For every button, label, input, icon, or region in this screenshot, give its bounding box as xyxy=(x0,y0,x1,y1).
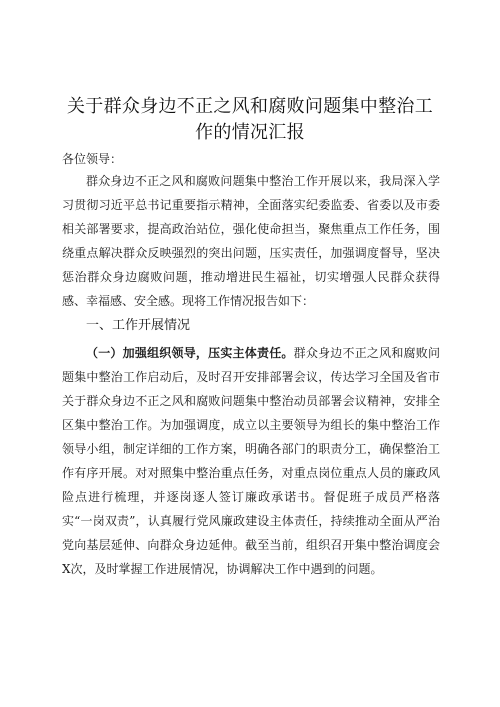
title-line-1: 关于群众身边不正之风和腐败问题集中整治工 xyxy=(67,96,433,117)
greeting: 各位领导： xyxy=(62,152,123,166)
section-heading-1: 一、工作开展情况 xyxy=(86,318,191,333)
paragraph-1-body: 群众身边不正之风和腐败问题集中整治工作启动后，及时召开安排部署会议，传达学习全国及省市关于群众身边不正之风和腐败问题集中整治动员部署会议精神，安排全区集中整治工作。为加强调度，成立以主要领导为组长的集中整治工作领导小组，制定详细的工作方案，明确各部门的职责分工，确保整治工作有序开展。对对照集中整治重点任务，对重点岗位重点人员的廉政风险点进行梳理，并逐岗逐人签订廉政承诺书。督促班子成员严格落实“一岗双责”，认真履行党风廉政建设主体责任，持续推动全面从严治党向基层延伸、向群众身边延伸。截至当前，组织召开集中整治调度会X次，及时掌握工作进展情况，协调解决工作中遇到的问题。 xyxy=(62,346,440,576)
paragraph-1 xyxy=(62,341,440,581)
document-title xyxy=(60,94,440,146)
title-line-2: 作的情况汇报 xyxy=(195,122,305,143)
paragraph-1-lead: （一）加强组织领导，压实主体责任。 xyxy=(86,346,294,360)
intro-paragraph: 群众身边不正之风和腐败问题集中整治工作开展以来，我局深入学习贯彻习近平总书记重要指示精神，全面落实纪委监委、省委以及市委相关部署要求，提高政治站位，强化使命担当，聚焦重点工作任务，围绕重点解决群众反映强烈的突出问题，压实责任，加强调度督导，坚决惩治群众身边腐败问题，推动增进民生福祉，切实增强人民群众获得感、幸福感、安全感。现将工作情况报告如下： xyxy=(62,174,440,308)
